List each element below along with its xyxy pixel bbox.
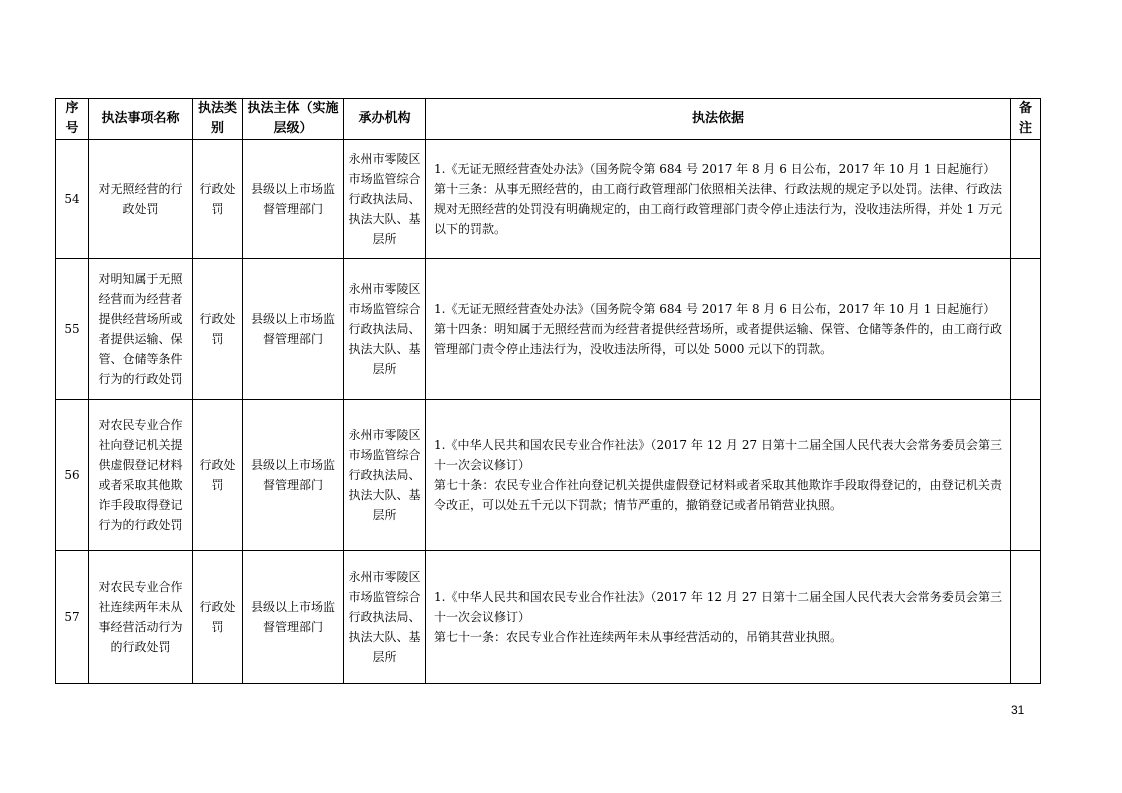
- row-name: 对明知属于无照经营而为经营者提供经营场所或者提供运输、保管、仓储等条件行为的行政处罚: [89, 259, 193, 400]
- row-agency: 永州市零陵区市场监管综合行政执法局、执法大队、基层所: [344, 140, 426, 259]
- basis-article: 第十四条：明知属于无照经营而为经营者提供经营场所，或者提供运输、保管、仓储等条件的，由工商行政管理部门责令停止违法行为，没收违法所得，可以处 5000 元以下的罚款。: [434, 322, 1002, 356]
- row-subject: 县级以上市场监督管理部门: [243, 400, 344, 551]
- row-name: 对无照经营的行政处罚: [89, 140, 193, 259]
- header-name: 执法事项名称: [89, 99, 193, 140]
- row-remark: [1011, 140, 1041, 259]
- row-subject: 县级以上市场监督管理部门: [243, 551, 344, 684]
- table-header-row: [56, 99, 1041, 140]
- basis-source: 1.《中华人民共和国农民专业合作社法》（2017 年 12 月 27 日第十二届全国人民代表大会常务委员会第三十一次会议修订）: [434, 438, 1002, 472]
- row-seq: 55: [56, 259, 89, 400]
- row-category: 行政处罚: [193, 400, 243, 551]
- row-basis: [426, 259, 1011, 400]
- row-category: 行政处罚: [193, 140, 243, 259]
- header-seq: 序号: [56, 99, 89, 140]
- table-row: [56, 140, 1041, 259]
- page-number: 31: [1011, 703, 1025, 717]
- header-subject: 执法主体（实施层级）: [243, 99, 344, 140]
- row-remark: [1011, 400, 1041, 551]
- header-remark: 备注: [1011, 99, 1041, 140]
- basis-article: 第七十条：农民专业合作社向登记机关提供虚假登记材料或者采取其他欺诈手段取得登记的，由登记机关责令改正，可以处五千元以下罚款；情节严重的，撤销登记或者吊销营业执照。: [434, 478, 1002, 512]
- table-row: [56, 400, 1041, 551]
- basis-source: 1.《中华人民共和国农民专业合作社法》（2017 年 12 月 27 日第十二届全国人民代表大会常务委员会第三十一次会议修订）: [434, 590, 1002, 624]
- row-name: 对农民专业合作社连续两年未从事经营活动行为的行政处罚: [89, 551, 193, 684]
- row-agency: 永州市零陵区市场监管综合行政执法局、执法大队、基层所: [344, 400, 426, 551]
- row-basis: [426, 140, 1011, 259]
- row-subject: 县级以上市场监督管理部门: [243, 140, 344, 259]
- enforcement-items-table: [55, 98, 1041, 684]
- row-basis: [426, 400, 1011, 551]
- row-name: 对农民专业合作社向登记机关提供虚假登记材料或者采取其他欺诈手段取得登记行为的行政处罚: [89, 400, 193, 551]
- row-agency: 永州市零陵区市场监管综合行政执法局、执法大队、基层所: [344, 259, 426, 400]
- basis-article: 第七十一条：农民专业合作社连续两年未从事经营活动的，吊销其营业执照。: [434, 630, 843, 644]
- header-category: 执法类别: [193, 99, 243, 140]
- row-remark: [1011, 551, 1041, 684]
- row-seq: 56: [56, 400, 89, 551]
- row-seq: 54: [56, 140, 89, 259]
- table-row: [56, 259, 1041, 400]
- header-agency: 承办机构: [344, 99, 426, 140]
- row-remark: [1011, 259, 1041, 400]
- table-row: [56, 551, 1041, 684]
- row-category: 行政处罚: [193, 259, 243, 400]
- row-subject: 县级以上市场监督管理部门: [243, 259, 344, 400]
- row-agency: 永州市零陵区市场监管综合行政执法局、执法大队、基层所: [344, 551, 426, 684]
- basis-article: 第十三条：从事无照经营的，由工商行政管理部门依照相关法律、行政法规的规定予以处罚。法律、行政法规对无照经营的处罚没有明确规定的，由工商行政管理部门责令停止违法行为，没收违法所得，并处 1 万元以下的罚款。: [434, 182, 1002, 236]
- row-category: 行政处罚: [193, 551, 243, 684]
- header-basis: 执法依据: [426, 99, 1011, 140]
- row-seq: 57: [56, 551, 89, 684]
- basis-source: 1.《无证无照经营查处办法》（国务院令第 684 号 2017 年 8 月 6 日公布，2017 年 10 月 1 日起施行）: [434, 162, 996, 176]
- basis-source: 1.《无证无照经营查处办法》（国务院令第 684 号 2017 年 8 月 6 日公布，2017 年 10 月 1 日起施行）: [434, 302, 996, 316]
- row-basis: [426, 551, 1011, 684]
